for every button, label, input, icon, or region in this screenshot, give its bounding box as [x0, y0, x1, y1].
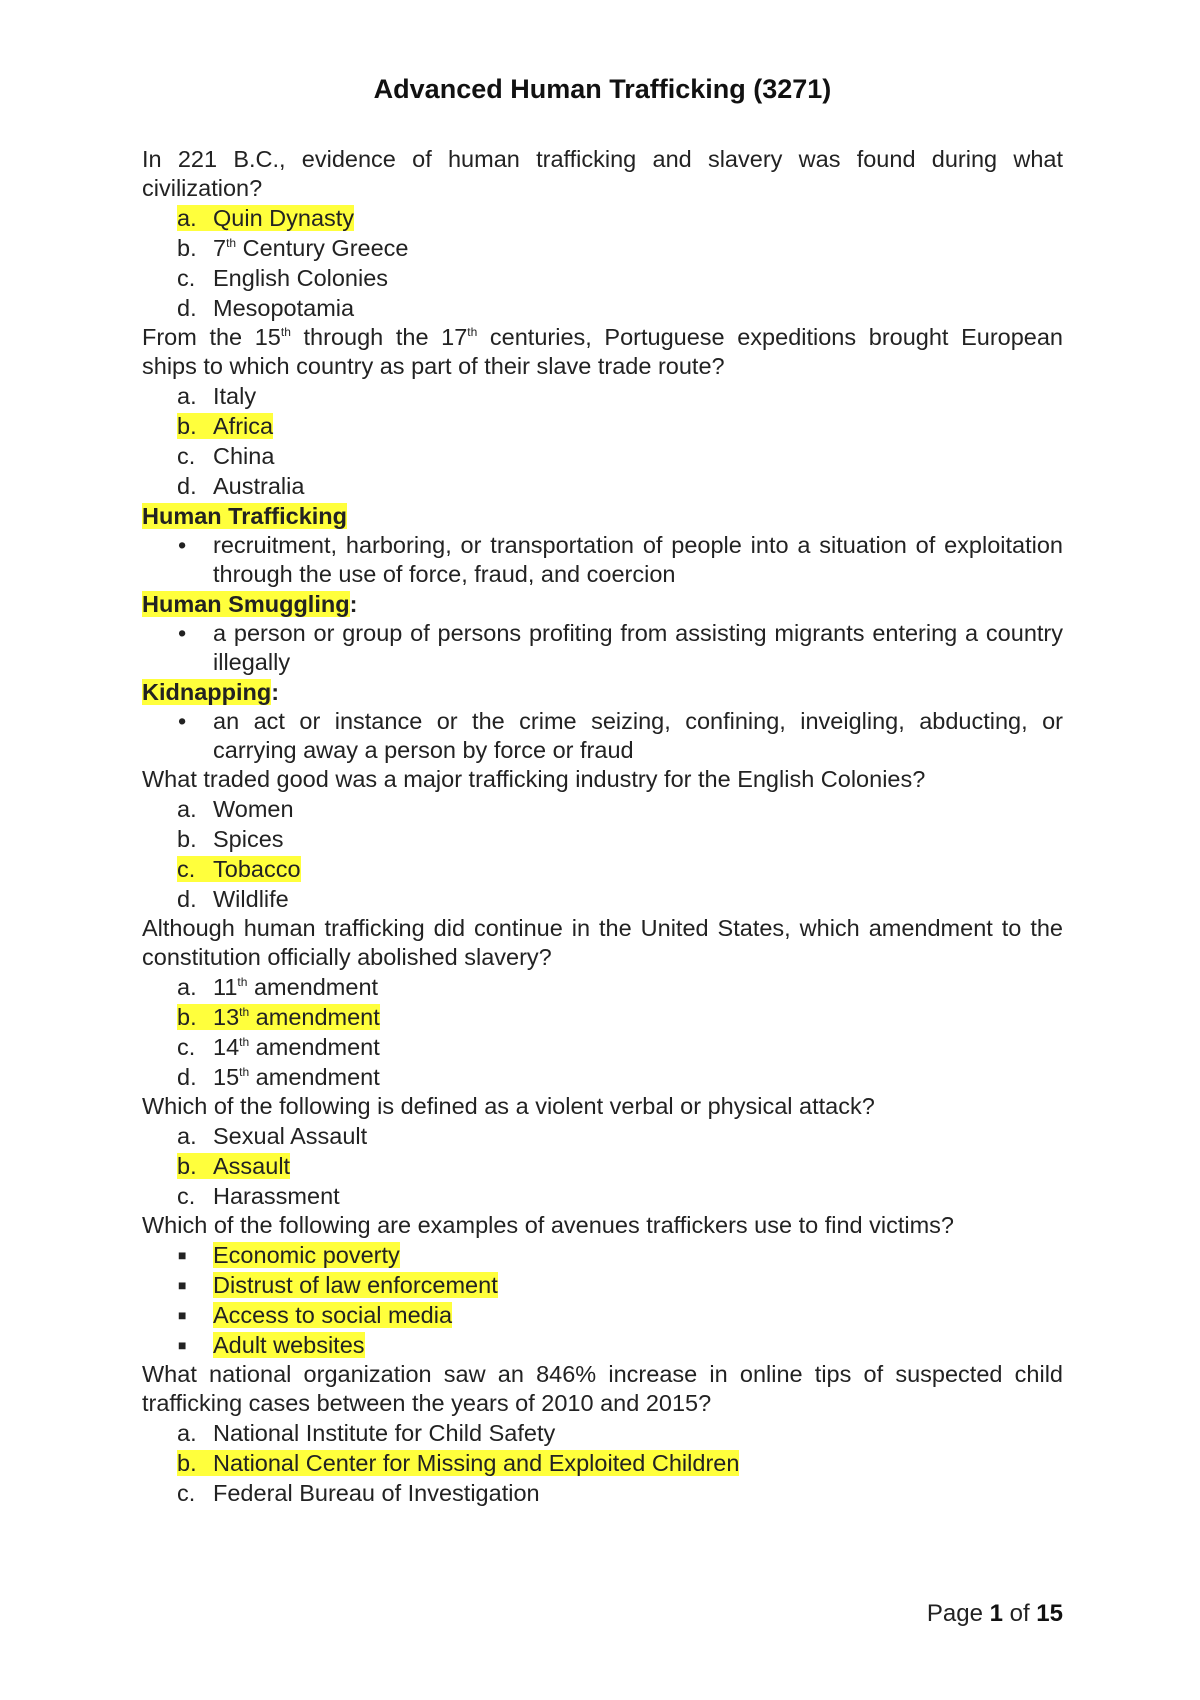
- option-text: Sexual Assault: [213, 1123, 368, 1149]
- question-text: Although human trafficking did continue in the United States, which amendment to the constitution officially abolished slavery?: [142, 915, 1063, 970]
- option-letter: b.: [177, 1153, 197, 1179]
- option-number: 13: [213, 1004, 240, 1030]
- term-label: Human Smuggling: [142, 591, 350, 617]
- option-superscript: th: [226, 236, 237, 250]
- bullet-text: Distrust of law enforcement: [213, 1272, 498, 1298]
- option-text: National Center for Missing and Exploited Children: [213, 1450, 740, 1476]
- option-letter: d.: [177, 295, 197, 321]
- question-text: What traded good was a major trafficking industry for the English Colonies?: [142, 766, 926, 792]
- total-pages: 15: [1036, 1600, 1063, 1627]
- definition-text: recruitment, harboring, or transportation of people into a situation of exploitation through the use of force, fraud, and coercion: [213, 532, 1063, 587]
- option-letter: a.: [177, 383, 197, 409]
- option-item: [142, 972, 1063, 1002]
- option-letter: d.: [177, 473, 197, 499]
- option-number: 15: [213, 1064, 240, 1090]
- term-suffix: :: [271, 679, 280, 705]
- question-text: What national organization saw an 846% increase in online tips of suspected child trafficking cases between the years of 2010 and 2015?: [142, 1361, 1063, 1416]
- question-text: In 221 B.C., evidence of human trafficking and slavery was found during what civilization?: [142, 146, 1063, 201]
- bullet-icon: •: [178, 532, 187, 558]
- option-text: Women: [213, 796, 294, 822]
- question-superscript: th: [280, 325, 291, 339]
- option-item: [142, 441, 1063, 471]
- option-text: Spices: [213, 826, 284, 852]
- option-letter: a.: [177, 1420, 197, 1446]
- question-part: through the 17: [290, 324, 468, 350]
- document-page: [142, 74, 1063, 1508]
- option-item: [142, 293, 1063, 323]
- option-item: [142, 203, 1063, 233]
- definition-text: a person or group of persons profiting from assisting migrants entering a country illegally: [213, 620, 1063, 675]
- option-letter: c.: [177, 443, 196, 469]
- term-label: Kidnapping: [142, 679, 272, 705]
- option-letter: b.: [177, 413, 197, 439]
- document-title: Advanced Human Trafficking (3271): [373, 74, 832, 104]
- option-text: Quin Dynasty: [213, 205, 355, 231]
- definition-term: [142, 677, 1063, 707]
- question-text: Which of the following is defined as a violent verbal or physical attack?: [142, 1093, 875, 1119]
- option-item: [142, 411, 1063, 441]
- option-text: Century Greece: [236, 235, 409, 261]
- square-bullet-icon: ■: [178, 1247, 187, 1263]
- option-item: [142, 884, 1063, 914]
- option-item: [142, 1448, 1063, 1478]
- option-letter: d.: [177, 1064, 197, 1090]
- option-letter: b.: [177, 1450, 197, 1476]
- option-text: National Institute for Child Safety: [213, 1420, 556, 1446]
- option-text: Africa: [213, 413, 274, 439]
- square-bullet-icon: ■: [178, 1277, 187, 1293]
- page-number: [927, 1600, 1063, 1628]
- option-item: [142, 1418, 1063, 1448]
- option-number: 14: [213, 1034, 240, 1060]
- option-text: Wildlife: [213, 886, 289, 912]
- option-letter: a.: [177, 205, 197, 231]
- option-item: [142, 381, 1063, 411]
- option-item: [142, 471, 1063, 501]
- option-item: [142, 1062, 1063, 1092]
- definition-term: [142, 589, 1063, 619]
- option-text: China: [213, 443, 275, 469]
- option-letter: d.: [177, 886, 197, 912]
- option-letter: a.: [177, 1123, 197, 1149]
- option-letter: b.: [177, 235, 197, 261]
- bullet-item: [142, 1300, 1063, 1330]
- option-item: [142, 1181, 1063, 1211]
- definition-term: [142, 501, 1063, 531]
- term-suffix: :: [349, 591, 358, 617]
- option-letter: a.: [177, 796, 197, 822]
- definition-bullet: [142, 531, 1063, 589]
- option-text: Italy: [213, 383, 257, 409]
- question-text: [142, 323, 1063, 381]
- bullet-item: [142, 1330, 1063, 1360]
- question-superscript: th: [467, 325, 478, 339]
- square-bullet-icon: ■: [178, 1337, 187, 1353]
- option-letter: a.: [177, 974, 197, 1000]
- option-text: Tobacco: [213, 856, 301, 882]
- option-item: [142, 794, 1063, 824]
- option-text: Mesopotamia: [213, 295, 355, 321]
- question-part: centuries, Portuguese expeditions brought European ships to which country as part of their slave trade route?: [142, 324, 1063, 379]
- bullet-text: Adult websites: [213, 1332, 365, 1358]
- bullet-icon: •: [178, 708, 187, 734]
- option-item: [142, 233, 1063, 263]
- option-letter: b.: [177, 826, 197, 852]
- option-text: English Colonies: [213, 265, 389, 291]
- option-text: amendment: [249, 1004, 380, 1030]
- option-text: Harassment: [213, 1183, 340, 1209]
- option-text: amendment: [247, 974, 379, 1000]
- bullet-item: [142, 1240, 1063, 1270]
- page-prefix: Page: [926, 1600, 990, 1627]
- option-letter: b.: [177, 1004, 197, 1030]
- bullet-icon: •: [178, 620, 187, 646]
- option-item: [142, 824, 1063, 854]
- option-superscript: th: [239, 1005, 250, 1019]
- bullet-text: Economic poverty: [213, 1242, 400, 1268]
- question-part: From the 15: [142, 324, 281, 350]
- option-number: 11: [213, 974, 238, 1000]
- square-bullet-icon: ■: [178, 1307, 187, 1323]
- option-item: [142, 1121, 1063, 1151]
- bullet-text: Access to social media: [213, 1302, 453, 1328]
- option-item: [142, 1151, 1063, 1181]
- option-superscript: th: [239, 1065, 250, 1079]
- option-text: Assault: [213, 1153, 291, 1179]
- option-number: 7: [213, 235, 227, 261]
- option-text: Australia: [213, 473, 305, 499]
- option-letter: c.: [177, 1480, 196, 1506]
- option-item: [142, 1032, 1063, 1062]
- option-letter: c.: [177, 1183, 196, 1209]
- option-superscript: th: [237, 975, 248, 989]
- option-item: [142, 854, 1063, 884]
- option-item: [142, 1478, 1063, 1508]
- option-item: [142, 263, 1063, 293]
- current-page: 1: [989, 1600, 1003, 1627]
- definition-bullet: [142, 707, 1063, 765]
- option-text: Federal Bureau of Investigation: [213, 1480, 540, 1506]
- option-letter: c.: [177, 265, 196, 291]
- option-text: amendment: [249, 1064, 380, 1090]
- option-letter: c.: [177, 856, 196, 882]
- option-superscript: th: [239, 1035, 250, 1049]
- bullet-item: [142, 1270, 1063, 1300]
- page-of: of: [1002, 1600, 1037, 1627]
- definition-bullet: [142, 619, 1063, 677]
- term-label: Human Trafficking: [142, 503, 348, 529]
- option-item: [142, 1002, 1063, 1032]
- option-text: amendment: [249, 1034, 380, 1060]
- question-text: Which of the following are examples of avenues traffickers use to find victims?: [142, 1212, 955, 1238]
- definition-text: an act or instance or the crime seizing, confining, inveigling, abducting, or carrying away a person by force or fraud: [213, 708, 1063, 763]
- option-letter: c.: [177, 1034, 196, 1060]
